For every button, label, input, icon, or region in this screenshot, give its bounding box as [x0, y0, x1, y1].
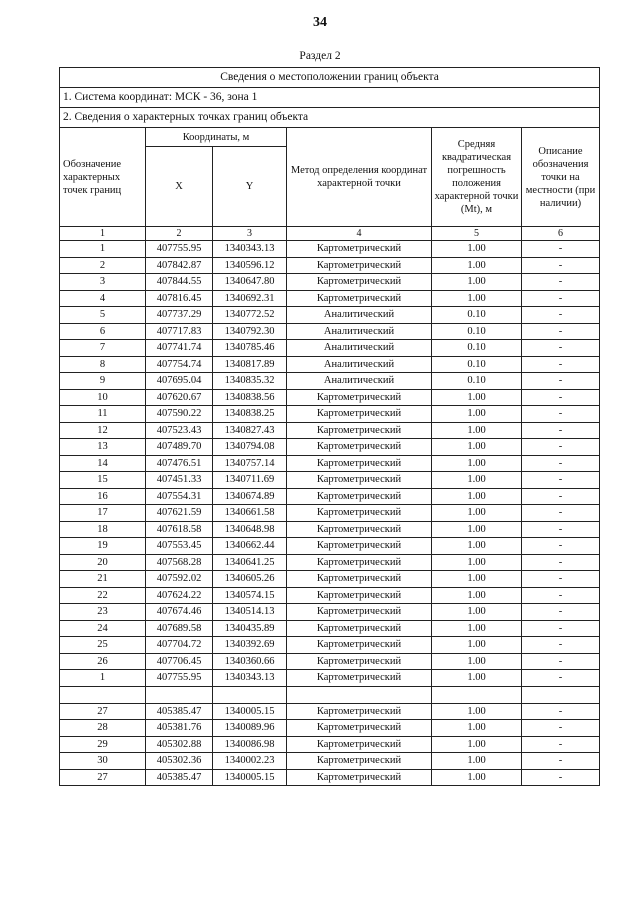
y-coordinate-cell: 1340662.44	[213, 538, 287, 555]
method-cell: Картометрический	[287, 720, 432, 737]
point-number-cell	[60, 686, 146, 703]
method-cell: Картометрический	[287, 753, 432, 770]
y-coordinate-cell: 1340648.98	[213, 521, 287, 538]
x-coordinate-cell: 405302.36	[146, 753, 213, 770]
description-cell: -	[522, 389, 600, 406]
x-coordinate-cell: 407689.58	[146, 620, 213, 637]
point-number-cell: 17	[60, 505, 146, 522]
error-cell: 1.00	[432, 505, 522, 522]
y-coordinate-cell: 1340794.08	[213, 439, 287, 456]
x-coordinate-cell: 407489.70	[146, 439, 213, 456]
table-row	[60, 323, 600, 340]
separator-row	[60, 686, 600, 703]
y-coordinate-cell: 1340674.89	[213, 488, 287, 505]
point-number-cell: 1	[60, 670, 146, 687]
point-number-cell: 9	[60, 373, 146, 390]
x-coordinate-cell: 405302.88	[146, 736, 213, 753]
column-number: 1	[60, 227, 146, 241]
description-cell: -	[522, 422, 600, 439]
table-row	[60, 703, 600, 720]
table-row	[60, 587, 600, 604]
x-coordinate-cell: 405385.47	[146, 703, 213, 720]
header-description: Описание обозначения точки на местности (при наличии)	[522, 128, 600, 227]
error-cell: 1.00	[432, 241, 522, 258]
table-row	[60, 340, 600, 357]
error-cell: 1.00	[432, 422, 522, 439]
column-number: 5	[432, 227, 522, 241]
x-coordinate-cell: 407704.72	[146, 637, 213, 654]
point-number-cell: 27	[60, 703, 146, 720]
x-coordinate-cell: 407755.95	[146, 241, 213, 258]
table-row	[60, 753, 600, 770]
y-coordinate-cell: 1340647.80	[213, 274, 287, 291]
method-cell: Картометрический	[287, 488, 432, 505]
error-cell: 1.00	[432, 604, 522, 621]
y-coordinate-cell: 1340596.12	[213, 257, 287, 274]
method-cell	[287, 686, 432, 703]
point-number-cell: 6	[60, 323, 146, 340]
description-cell: -	[522, 736, 600, 753]
table-row	[60, 620, 600, 637]
table-row	[60, 604, 600, 621]
table-row	[60, 538, 600, 555]
table-row	[60, 554, 600, 571]
y-coordinate-cell: 1340817.89	[213, 356, 287, 373]
y-coordinate-cell: 1340785.46	[213, 340, 287, 357]
method-cell: Картометрический	[287, 505, 432, 522]
error-cell: 1.00	[432, 538, 522, 555]
description-cell: -	[522, 439, 600, 456]
description-cell: -	[522, 505, 600, 522]
point-number-cell: 27	[60, 769, 146, 786]
x-coordinate-cell: 407592.02	[146, 571, 213, 588]
error-cell: 1.00	[432, 670, 522, 687]
description-cell: -	[522, 307, 600, 324]
description-cell	[522, 686, 600, 703]
x-coordinate-cell: 407451.33	[146, 472, 213, 489]
point-number-cell: 20	[60, 554, 146, 571]
table-row	[60, 521, 600, 538]
method-cell: Картометрический	[287, 769, 432, 786]
error-cell: 1.00	[432, 521, 522, 538]
error-cell: 1.00	[432, 389, 522, 406]
table-row	[60, 439, 600, 456]
table-row	[60, 455, 600, 472]
x-coordinate-cell: 407568.28	[146, 554, 213, 571]
method-cell: Картометрический	[287, 587, 432, 604]
table-row	[60, 488, 600, 505]
table-row	[60, 653, 600, 670]
x-coordinate-cell: 407816.45	[146, 290, 213, 307]
x-coordinate-cell: 405381.76	[146, 720, 213, 737]
y-coordinate-cell: 1340757.14	[213, 455, 287, 472]
boundary-points-table	[59, 67, 600, 786]
section-title: Раздел 2	[299, 50, 341, 62]
point-number-cell: 22	[60, 587, 146, 604]
method-cell: Картометрический	[287, 241, 432, 258]
point-number-cell: 13	[60, 439, 146, 456]
method-cell: Аналитический	[287, 373, 432, 390]
header-error: Средняя квадратическая погрешность положения характерной точки (Mt), м	[432, 128, 522, 227]
description-cell: -	[522, 587, 600, 604]
description-cell: -	[522, 521, 600, 538]
error-cell: 1.00	[432, 439, 522, 456]
table-row	[60, 505, 600, 522]
point-number-cell: 8	[60, 356, 146, 373]
table-row	[60, 257, 600, 274]
header-point-designation: Обозначение характерных точек границ	[60, 128, 146, 227]
column-number-row	[60, 227, 600, 241]
y-coordinate-cell: 1340711.69	[213, 472, 287, 489]
point-number-cell: 26	[60, 653, 146, 670]
x-coordinate-cell: 407590.22	[146, 406, 213, 423]
x-coordinate-cell: 407476.51	[146, 455, 213, 472]
table-row	[60, 356, 600, 373]
description-cell: -	[522, 571, 600, 588]
error-cell: 1.00	[432, 290, 522, 307]
point-number-cell: 1	[60, 241, 146, 258]
method-cell: Картометрический	[287, 521, 432, 538]
y-coordinate-cell: 1340343.13	[213, 241, 287, 258]
error-cell: 1.00	[432, 554, 522, 571]
table-row	[60, 422, 600, 439]
error-cell: 0.10	[432, 373, 522, 390]
point-number-cell: 2	[60, 257, 146, 274]
method-cell: Картометрический	[287, 538, 432, 555]
y-coordinate-cell: 1340392.69	[213, 637, 287, 654]
description-cell: -	[522, 356, 600, 373]
point-number-cell: 10	[60, 389, 146, 406]
description-cell: -	[522, 406, 600, 423]
description-cell: -	[522, 538, 600, 555]
description-cell: -	[522, 703, 600, 720]
method-cell: Картометрический	[287, 703, 432, 720]
x-coordinate-cell: 407554.31	[146, 488, 213, 505]
x-coordinate-cell: 407618.58	[146, 521, 213, 538]
error-cell: 1.00	[432, 703, 522, 720]
method-cell: Аналитический	[287, 323, 432, 340]
column-number: 6	[522, 227, 600, 241]
error-cell: 0.10	[432, 307, 522, 324]
point-number-cell: 19	[60, 538, 146, 555]
error-cell: 0.10	[432, 356, 522, 373]
y-coordinate-cell: 1340792.30	[213, 323, 287, 340]
description-cell: -	[522, 323, 600, 340]
table-title: Сведения о местоположении границ объекта	[60, 68, 600, 88]
error-cell: 1.00	[432, 455, 522, 472]
table-row	[60, 241, 600, 258]
column-number: 3	[213, 227, 287, 241]
point-number-cell: 3	[60, 274, 146, 291]
point-number-cell: 5	[60, 307, 146, 324]
error-cell	[432, 686, 522, 703]
method-cell: Аналитический	[287, 307, 432, 324]
table-row	[60, 307, 600, 324]
point-number-cell: 4	[60, 290, 146, 307]
description-cell: -	[522, 340, 600, 357]
description-cell: -	[522, 670, 600, 687]
description-cell: -	[522, 373, 600, 390]
method-cell: Картометрический	[287, 406, 432, 423]
table-row	[60, 406, 600, 423]
x-coordinate-cell: 407706.45	[146, 653, 213, 670]
header-y: Y	[213, 147, 287, 227]
method-cell: Картометрический	[287, 274, 432, 291]
table-row	[60, 670, 600, 687]
error-cell: 0.10	[432, 323, 522, 340]
x-coordinate-cell: 407842.87	[146, 257, 213, 274]
y-coordinate-cell: 1340005.15	[213, 769, 287, 786]
table-row	[60, 769, 600, 786]
point-number-cell: 23	[60, 604, 146, 621]
table-row	[60, 373, 600, 390]
y-coordinate-cell: 1340514.13	[213, 604, 287, 621]
coordinate-system: 1. Система координат: МСК - 36, зона 1	[60, 88, 600, 108]
method-cell: Картометрический	[287, 257, 432, 274]
y-coordinate-cell: 1340692.31	[213, 290, 287, 307]
y-coordinate-cell: 1340827.43	[213, 422, 287, 439]
y-coordinate-cell: 1340343.13	[213, 670, 287, 687]
method-cell: Аналитический	[287, 340, 432, 357]
column-number: 4	[287, 227, 432, 241]
description-cell: -	[522, 472, 600, 489]
table-row	[60, 290, 600, 307]
method-cell: Картометрический	[287, 604, 432, 621]
x-coordinate-cell: 407523.43	[146, 422, 213, 439]
x-coordinate-cell: 407553.45	[146, 538, 213, 555]
y-coordinate-cell	[213, 686, 287, 703]
x-coordinate-cell: 407754.74	[146, 356, 213, 373]
description-cell: -	[522, 554, 600, 571]
error-cell: 1.00	[432, 571, 522, 588]
x-coordinate-cell: 407621.59	[146, 505, 213, 522]
description-cell: -	[522, 290, 600, 307]
y-coordinate-cell: 1340002.23	[213, 753, 287, 770]
points-heading: 2. Сведения о характерных точках границ объекта	[60, 108, 600, 128]
error-cell: 1.00	[432, 637, 522, 654]
table-row	[60, 274, 600, 291]
error-cell: 1.00	[432, 257, 522, 274]
table-row	[60, 571, 600, 588]
header-method: Метод определения координат характерной точки	[287, 128, 432, 227]
error-cell: 1.00	[432, 753, 522, 770]
method-cell: Картометрический	[287, 571, 432, 588]
x-coordinate-cell: 407620.67	[146, 389, 213, 406]
error-cell: 1.00	[432, 736, 522, 753]
method-cell: Картометрический	[287, 290, 432, 307]
error-cell: 1.00	[432, 472, 522, 489]
method-cell: Картометрический	[287, 653, 432, 670]
method-cell: Картометрический	[287, 422, 432, 439]
error-cell: 1.00	[432, 720, 522, 737]
x-coordinate-cell: 407674.46	[146, 604, 213, 621]
y-coordinate-cell: 1340641.25	[213, 554, 287, 571]
x-coordinate-cell: 407624.22	[146, 587, 213, 604]
y-coordinate-cell: 1340360.66	[213, 653, 287, 670]
description-cell: -	[522, 753, 600, 770]
y-coordinate-cell: 1340574.15	[213, 587, 287, 604]
description-cell: -	[522, 637, 600, 654]
error-cell: 1.00	[432, 274, 522, 291]
x-coordinate-cell: 407695.04	[146, 373, 213, 390]
method-cell: Картометрический	[287, 439, 432, 456]
error-cell: 1.00	[432, 769, 522, 786]
method-cell: Картометрический	[287, 620, 432, 637]
error-cell: 1.00	[432, 653, 522, 670]
x-coordinate-cell: 405385.47	[146, 769, 213, 786]
x-coordinate-cell: 407717.83	[146, 323, 213, 340]
point-number-cell: 21	[60, 571, 146, 588]
method-cell: Картометрический	[287, 670, 432, 687]
x-coordinate-cell	[146, 686, 213, 703]
description-cell: -	[522, 455, 600, 472]
table-row	[60, 389, 600, 406]
description-cell: -	[522, 604, 600, 621]
y-coordinate-cell: 1340838.25	[213, 406, 287, 423]
description-cell: -	[522, 274, 600, 291]
description-cell: -	[522, 241, 600, 258]
y-coordinate-cell: 1340435.89	[213, 620, 287, 637]
point-number-cell: 30	[60, 753, 146, 770]
point-number-cell: 18	[60, 521, 146, 538]
description-cell: -	[522, 653, 600, 670]
description-cell: -	[522, 769, 600, 786]
method-cell: Картометрический	[287, 455, 432, 472]
table-row	[60, 637, 600, 654]
description-cell: -	[522, 620, 600, 637]
x-coordinate-cell: 407741.74	[146, 340, 213, 357]
point-number-cell: 16	[60, 488, 146, 505]
y-coordinate-cell: 1340838.56	[213, 389, 287, 406]
method-cell: Картометрический	[287, 736, 432, 753]
method-cell: Картометрический	[287, 389, 432, 406]
method-cell: Картометрический	[287, 554, 432, 571]
point-number-cell: 12	[60, 422, 146, 439]
point-number-cell: 11	[60, 406, 146, 423]
x-coordinate-cell: 407737.29	[146, 307, 213, 324]
table-row	[60, 472, 600, 489]
y-coordinate-cell: 1340605.26	[213, 571, 287, 588]
y-coordinate-cell: 1340835.32	[213, 373, 287, 390]
y-coordinate-cell: 1340089.96	[213, 720, 287, 737]
error-cell: 1.00	[432, 587, 522, 604]
table-row	[60, 736, 600, 753]
column-number: 2	[146, 227, 213, 241]
method-cell: Аналитический	[287, 356, 432, 373]
point-number-cell: 29	[60, 736, 146, 753]
point-number-cell: 24	[60, 620, 146, 637]
page-number: 34	[313, 15, 327, 30]
x-coordinate-cell: 407844.55	[146, 274, 213, 291]
description-cell: -	[522, 257, 600, 274]
error-cell: 0.10	[432, 340, 522, 357]
y-coordinate-cell: 1340772.52	[213, 307, 287, 324]
header-x: X	[146, 147, 213, 227]
x-coordinate-cell: 407755.95	[146, 670, 213, 687]
point-number-cell: 28	[60, 720, 146, 737]
point-number-cell: 14	[60, 455, 146, 472]
method-cell: Картометрический	[287, 472, 432, 489]
description-cell: -	[522, 488, 600, 505]
description-cell: -	[522, 720, 600, 737]
method-cell: Картометрический	[287, 637, 432, 654]
error-cell: 1.00	[432, 620, 522, 637]
point-number-cell: 25	[60, 637, 146, 654]
error-cell: 1.00	[432, 488, 522, 505]
point-number-cell: 15	[60, 472, 146, 489]
y-coordinate-cell: 1340086.98	[213, 736, 287, 753]
point-number-cell: 7	[60, 340, 146, 357]
table-row	[60, 720, 600, 737]
y-coordinate-cell: 1340661.58	[213, 505, 287, 522]
y-coordinate-cell: 1340005.15	[213, 703, 287, 720]
error-cell: 1.00	[432, 406, 522, 423]
header-coordinates: Координаты, м	[146, 128, 287, 147]
